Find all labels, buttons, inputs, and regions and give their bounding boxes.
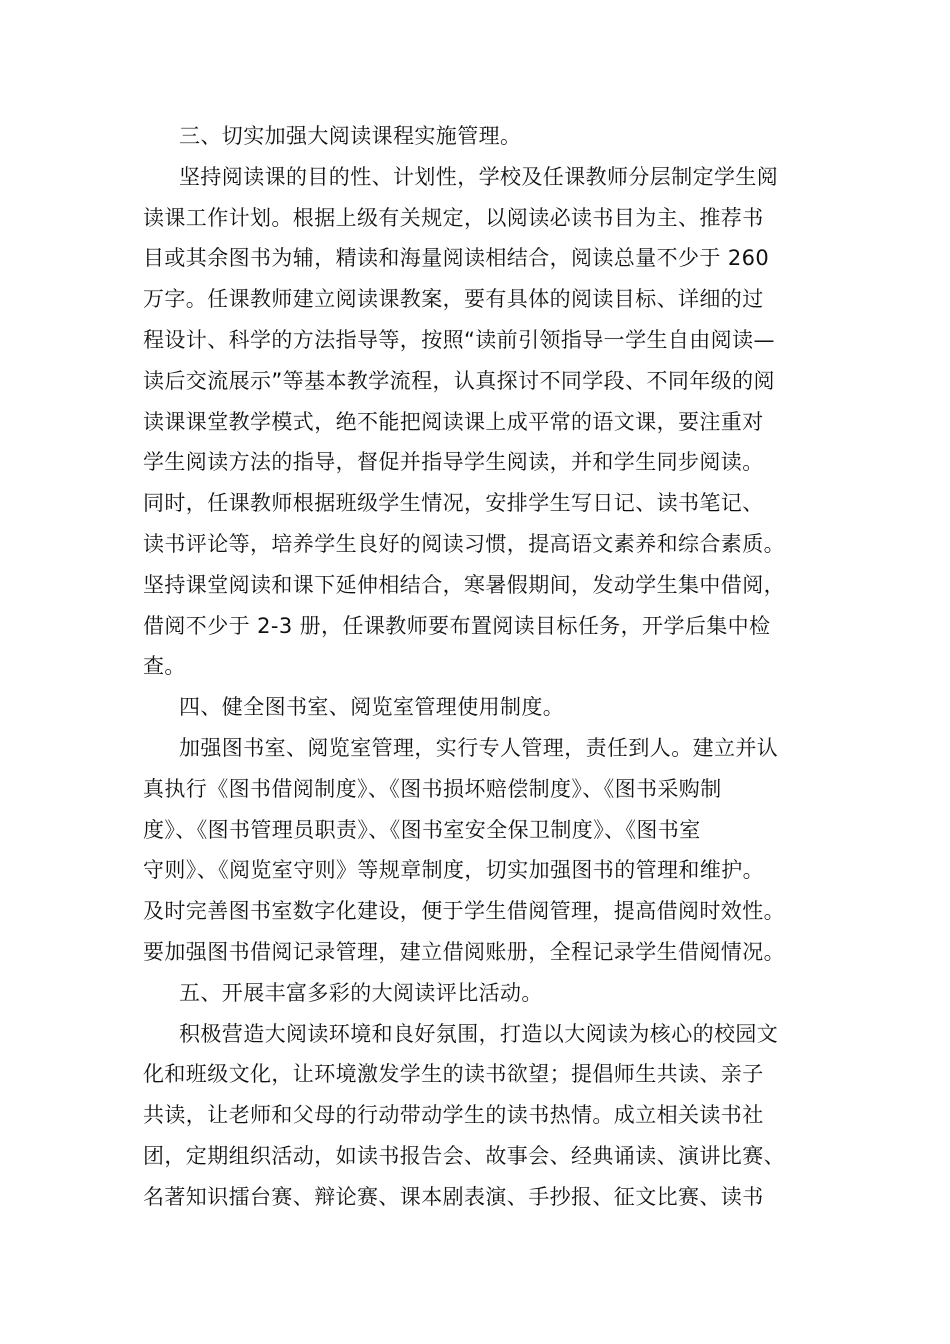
paragraph-line: 名著知识擂台赛、辩论赛、课本剧表演、手抄报、征文比赛、读书 [143,1184,764,1209]
paragraph-line: 目或其余图书为辅，精读和海量阅读相结合，阅读总量不少于 260 [143,246,770,271]
paragraph-line: 化和班级文化，让环境激发学生的读书欲望；提倡师生共读、亲子 [143,1062,764,1087]
paragraph-line: 万字。任课教师建立阅读课教案，要有具体的阅读目标、详细的过 [143,287,764,312]
section-heading: 三、切实加强大阅读课程实施管理。 [179,124,522,148]
paragraph-line: 读书评论等，培养学生良好的阅读习惯，提高语文素养和综合素质。 [143,531,785,556]
section-heading: 四、健全图书室、阅览室管理使用制度。 [179,695,565,720]
paragraph-line: 坚持课堂阅读和课下延伸相结合，寒暑假期间，发动学生集中借阅， [143,572,785,597]
paragraph-line: 积极营造大阅读环境和良好氛围，打造以大阅读为核心的校园文 [179,1021,779,1046]
paragraph-line: 及时完善图书室数字化建设，便于学生借阅管理，提高借阅时效性。 [143,899,785,924]
paragraph-line: 团，定期组织活动，如读书报告会、故事会、经典诵读、演讲比赛、 [143,1143,785,1168]
paragraph-line: 真执行《图书借阅制度》、《图书损坏赔偿制度》、《图书采购制 [143,776,722,801]
paragraph-line: 度》、《图书管理员职责》、《图书室安全保卫制度》、《图书室 [143,817,701,842]
paragraph-line: 学生阅读方法的指导，督促并指导学生阅读，并和学生同步阅读。 [143,450,764,475]
paragraph-line: 加强图书室、阅览室管理，实行专人管理，责任到人。建立并认 [179,735,779,760]
paragraph-line: 读课工作计划。根据上级有关规定，以阅读必读书目为主、推荐书 [143,205,764,230]
document-body [143,116,828,1218]
paragraph-line: 读后交流展示”等基本教学流程，认真探讨不同学段、不同年级的阅 [143,368,775,393]
paragraph-line: 借阅不少于 2-3 册，任课教师要布置阅读目标任务，开学后集中检 [143,613,771,638]
paragraph-line: 程设计、科学的方法指导等，按照“读前引领指导一学生自由阅读— [143,327,775,352]
paragraph-line: 同时，任课教师根据班级学生情况，安排学生写日记、读书笔记、 [143,491,764,516]
paragraph-line: 读课课堂教学模式，绝不能把阅读课上成平常的语文课，要注重对 [143,409,764,434]
section-heading: 五、开展丰富多彩的大阅读评比活动。 [179,980,543,1005]
paragraph-line: 共读，让老师和父母的行动带动学生的读书热情。成立相关读书社 [143,1103,764,1128]
paragraph-line: 守则》、《阅览室守则》等规章制度，切实加强图书的管理和维护。 [143,858,764,883]
paragraph-line: 要加强图书借阅记录管理，建立借阅账册，全程记录学生借阅情况。 [143,939,785,964]
paragraph-line: 查。 [143,654,186,679]
paragraph-line: 坚持阅读课的目的性、计划性，学校及任课教师分层制定学生阅 [179,164,779,189]
